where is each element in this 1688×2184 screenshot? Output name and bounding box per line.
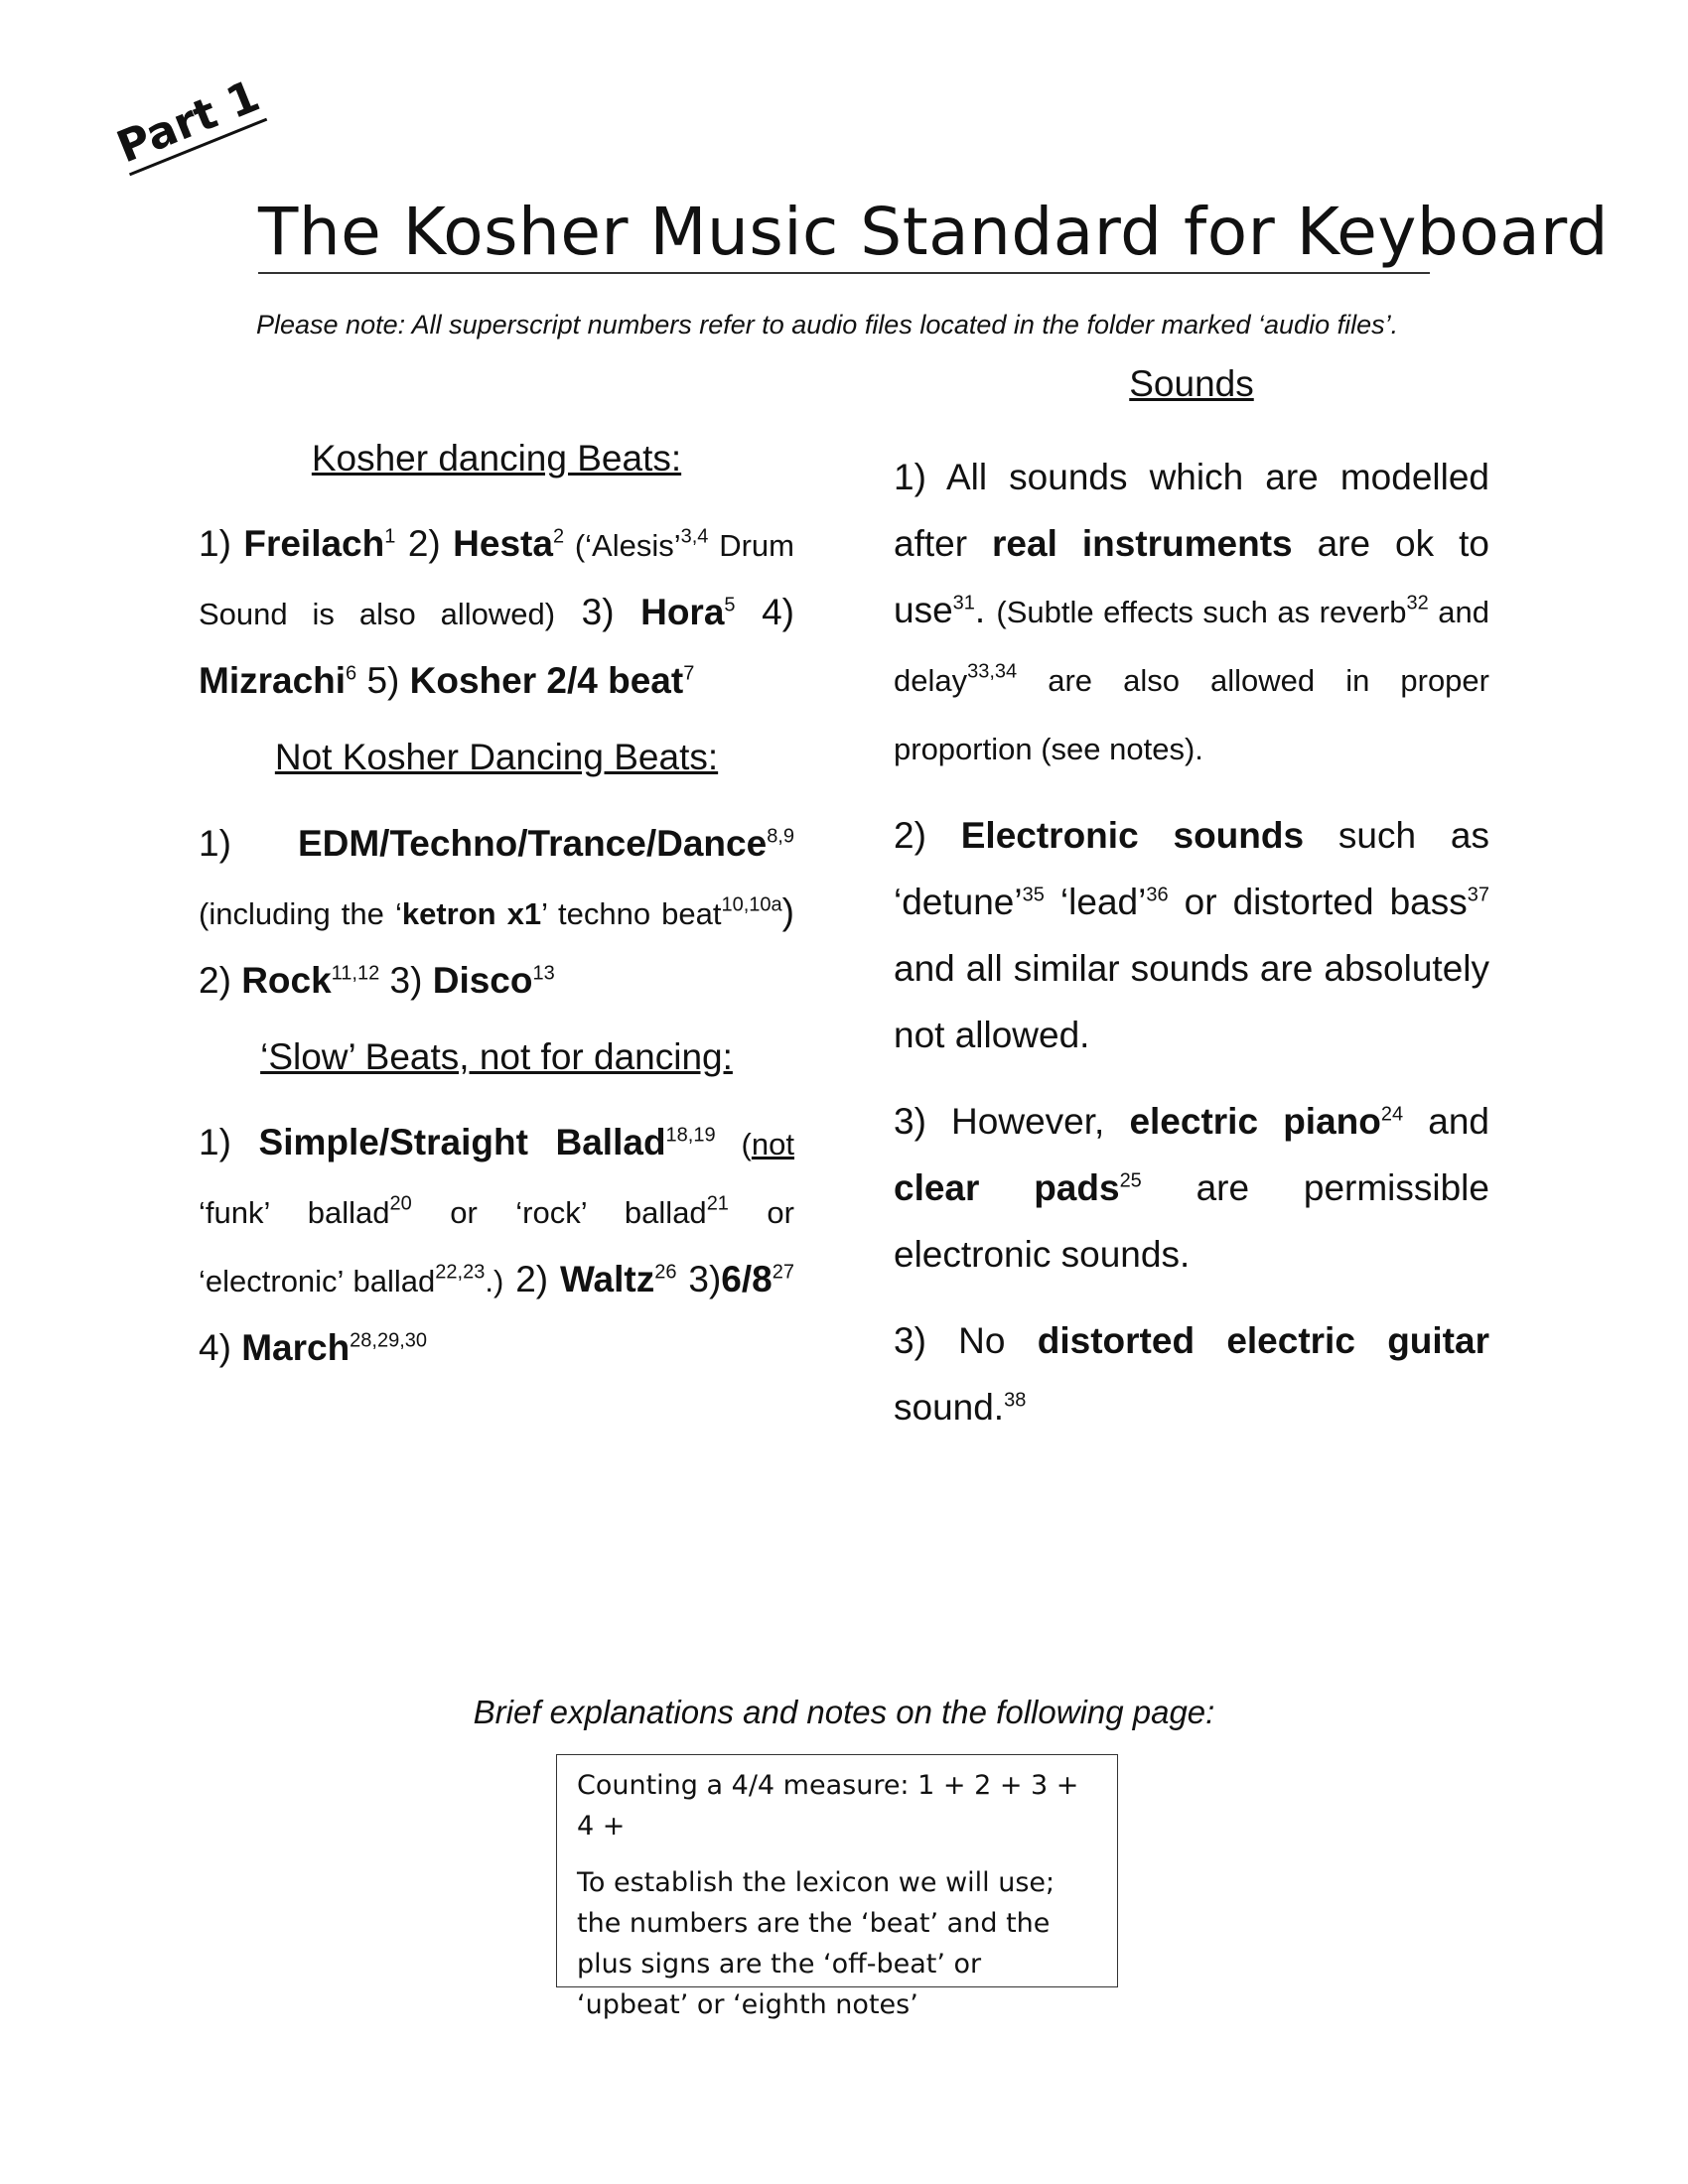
sounds-rule-3: 3) However, electric piano$^{24}$ and clear pads$^{25}$ are permissible electronic sounds. <box>894 1101 1489 1276</box>
lexicon-text: To establish the lexicon we will use; the numbers are the ‘beat’ and the plus signs are the ‘off-beat’ or ‘upbeat’ or ‘eighth notes’ <box>577 1867 1055 2020</box>
counting-line: Counting a 4/4 measure: 1 + 2 + 3 + 4 + <box>577 1770 1079 1842</box>
lexicon-box <box>556 1754 1118 2020</box>
audio-note: Please note: All superscript numbers refer to audio files located in the folder marked ‘audio files’. <box>256 310 1399 340</box>
slow-beats-list: 1) Simple/Straight Ballad$^{18,19}$ (not ‘funk’ ballad$^{20}$ or ‘rock’ ballad$^{21}$ or ‘electronic’ ballad$^{22,23}$.) 2) Waltz$^{26}$ $3)6/8^{27}$ 4) March$^{28,29,30}$ <box>199 1122 794 1369</box>
beats-column <box>199 437 794 1381</box>
page-title: The Kosher Music Standard for Keyboard <box>258 195 1430 274</box>
sounds-rule-1: 1) All sounds which are modelled after real instruments are ok to use$^{31}$. (Subtle effects such as reverb$^{32}$ and delay$^{33,34}$ are also allowed in proper proportion (see notes). <box>894 457 1490 767</box>
footer-note: Brief explanations and notes on the following page: <box>473 1694 1215 1730</box>
slow-beats-heading: ‘Slow’ Beats, not for dancing: <box>260 1035 733 1077</box>
kosher-beats-list: 1) Freilach$^1$ 2) Hesta$^2$ (‘Alesis’$^{3,4}$ Drum Sound is also allowed) 3) Hora$^5$ 4) Mizrachi$^6$ 5) Kosher 2/4 beat$^7$ <box>199 523 794 702</box>
not-kosher-beats-list: 1) EDM/Techno/Trance/Dance$^{8,9}$ (including the ‘ketron x1’ techno beat$^{10,10a}$) 2) Rock$^{11,12}$ 3) Disco$^{13}$ <box>199 822 794 1001</box>
kosher-beats-heading: Kosher dancing Beats: <box>311 438 682 478</box>
sounds-column <box>894 362 1489 1440</box>
not-kosher-beats-heading: Not Kosher Dancing Beats: <box>274 737 719 778</box>
sounds-rule-4: 3) No distorted electric guitar sound.$^{38}$ <box>894 1320 1489 1429</box>
part-label: Part 1 <box>111 73 268 176</box>
sounds-rule-2: 2) Electronic sounds such as ‘detune’$^{35}$ ‘lead’$^{36}$ or distorted bass$^{37}$ and all similar sounds are absolutely not allowed. <box>894 815 1489 1056</box>
sounds-heading: Sounds <box>1129 363 1254 404</box>
